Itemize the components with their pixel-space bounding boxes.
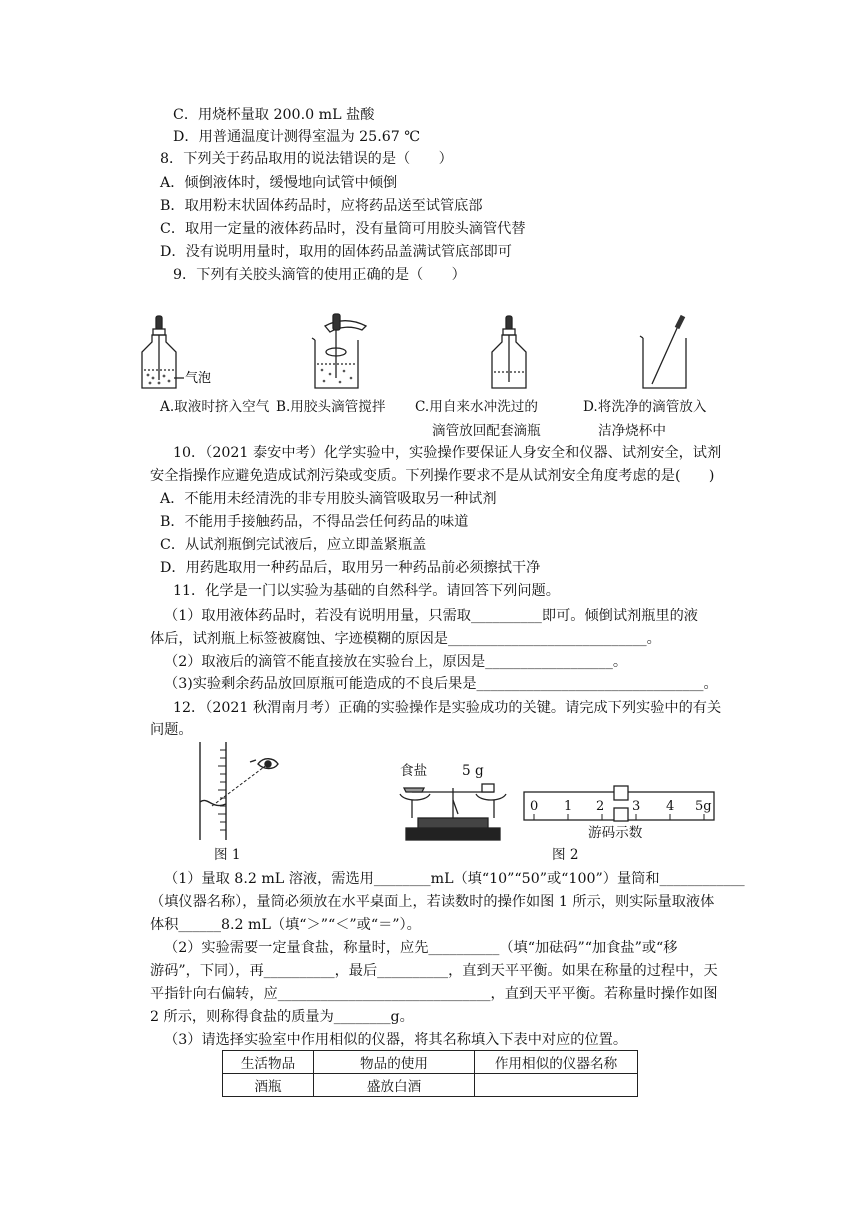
q12-part1-line3: 体积______8.2 mL（填“＞”“＜”或“＝”）。 <box>150 917 421 933</box>
figure-1-cylinder <box>190 740 300 844</box>
figure-b-caption: B.用胶头滴管搅拌 <box>276 399 386 415</box>
table-cell: 酒瓶 <box>223 1074 314 1097</box>
q12-part1-line1: （1）量取 8.2 mL 溶液，需选用________mL（填“10”“50”或“100”）量筒和____________ <box>164 871 745 887</box>
figure-d-caption-line2: 洁净烧杯中 <box>598 423 666 439</box>
q12-part2-line4: 2 所示，则称得食盐的质量为________g。 <box>150 1009 414 1025</box>
bubble-label: 气泡 <box>185 371 212 386</box>
question-10-stem-line1: 10．（2021 泰安中考）化学实验中，实验操作要保证人身安全和仪器、试剂安全，试剂 <box>173 445 722 461</box>
table-header-cell: 作用相似的仪器名称 <box>475 1051 638 1074</box>
figure-d-beaker-dropper <box>640 316 686 388</box>
question-11-stem: 11．化学是一门以实验为基础的自然科学。请回答下列问题。 <box>173 583 560 599</box>
q11-part3: （3)实验剩余药品放回原瓶可能造成的不良后果是________________________________。 <box>164 676 718 692</box>
table-header-cell: 生活物品 <box>223 1051 314 1074</box>
figure-2-label: 图 2 <box>552 847 579 863</box>
table-cell-answer[interactable] <box>475 1074 638 1097</box>
q8-option-b: B．取用粉末状固体药品时，应将药品送至试管底部 <box>160 198 483 214</box>
table-cell: 盛放白酒 <box>314 1074 475 1097</box>
table-header-cell: 物品的使用 <box>314 1051 475 1074</box>
q8-option-a: A．倾倒液体时，缓慢地向试管中倾倒 <box>160 175 398 191</box>
q10-option-d: D．用药匙取用一种药品后，取用另一种药品前必须擦拭干净 <box>160 560 541 576</box>
table-row <box>223 1074 638 1097</box>
q12-part2-line1: （2）实验需要一定量食盐，称量时，应先__________（填“加砝码”“加食盐”或“移 <box>164 940 678 956</box>
scale-tick-5: 5g <box>695 799 712 814</box>
salt-label: 食盐 <box>400 763 428 779</box>
figure-d-caption-line1: D.将洗净的滴管放入 <box>583 399 707 415</box>
figure-1-label: 图 1 <box>214 847 241 863</box>
question-8-stem: 8．下列关于药品取用的说法错误的是（ ） <box>160 151 453 167</box>
table-header-row <box>223 1051 638 1074</box>
figure-b-beaker-stirring <box>312 314 366 388</box>
question-9-stem: 9．下列有关胶头滴管的使用正确的是（ ） <box>173 267 466 283</box>
dropper-figures <box>140 312 740 398</box>
scale-tick-4: 4 <box>666 799 675 814</box>
option-c-text: C．用烧杯量取 200.0 mL 盐酸 <box>173 107 375 123</box>
q8-option-d: D．没有说明用量时，取用的固体药品盖满试管底部即可 <box>160 244 512 260</box>
figure-a-dropper-bottle <box>142 316 184 388</box>
q12-part2-line3: 平指针向右偏转，应______________________________，直到天平平衡。若称量时操作如图 <box>150 986 718 1002</box>
q8-option-c: C．取用一定量的液体药品时，没有量筒可用胶头滴管代替 <box>160 221 526 237</box>
scale-tick-1: 1 <box>564 799 573 814</box>
q11-part2: （2）取液后的滴管不能直接放在实验台上，原因是__________________。 <box>164 654 628 670</box>
figure-c-caption-line1: C.用自来水冲洗过的 <box>415 399 538 415</box>
scale-tick-0: 0 <box>530 799 539 814</box>
q10-option-a: A．不能用未经清洗的非专用胶头滴管吸取另一种试剂 <box>160 491 497 507</box>
question-12-stem-line2: 问题。 <box>150 722 193 738</box>
q10-option-b: B．不能用手接触药品，不得品尝任何药品的味道 <box>160 514 469 530</box>
q12-part3: （3）请选择实验室中作用相似的仪器，将其名称填入下表中对应的位置。 <box>164 1032 628 1048</box>
option-d-text: D．用普通温度计测得室温为 25.67 ℃ <box>173 129 421 145</box>
figure-2-balance <box>398 780 508 842</box>
q10-option-c: C．从试剂瓶倒完试液后，应立即盖紧瓶盖 <box>160 537 427 553</box>
rider-label: 游码示数 <box>588 825 643 841</box>
weight-label: 5 g <box>462 763 484 779</box>
scale-tick-2: 2 <box>596 799 605 814</box>
q12-part2-line2: 游码”，下同），再__________，最后__________，直到天平平衡。如果在称量的过程中，天 <box>150 963 718 979</box>
scale-tick-3: 3 <box>632 799 641 814</box>
instrument-table <box>222 1050 638 1097</box>
figure-c-dropper-bottle <box>492 316 526 388</box>
rider-marker <box>614 786 628 800</box>
figure-a-caption: A.取液时挤入空气 <box>160 399 270 415</box>
question-10-stem-line2: 安全指操作应避免造成试剂污染或变质。下列操作要求不是从试剂安全角度考虑的是( ) <box>150 468 715 484</box>
rider-scale <box>522 784 718 822</box>
question-12-stem-line1: 12．（2021 秋渭南月考）正确的实验操作是实验成功的关键。请完成下列实验中的有关 <box>173 700 722 716</box>
q11-part1-line2: 体后，试剂瓶上标签被腐蚀、字迹模糊的原因是____________________________。 <box>150 631 661 647</box>
figure-c-caption-line2: 滴管放回配套滴瓶 <box>432 423 541 439</box>
q12-part1-line2: （填仪器名称），量筒必须放在水平桌面上，若读数时的操作如图 1 所示，则实际量取液体 <box>150 894 715 910</box>
q11-part1-line1: （1）取用液体药品时，若没有说明用量，只需取__________即可。倾倒试剂瓶里的液 <box>164 608 698 624</box>
